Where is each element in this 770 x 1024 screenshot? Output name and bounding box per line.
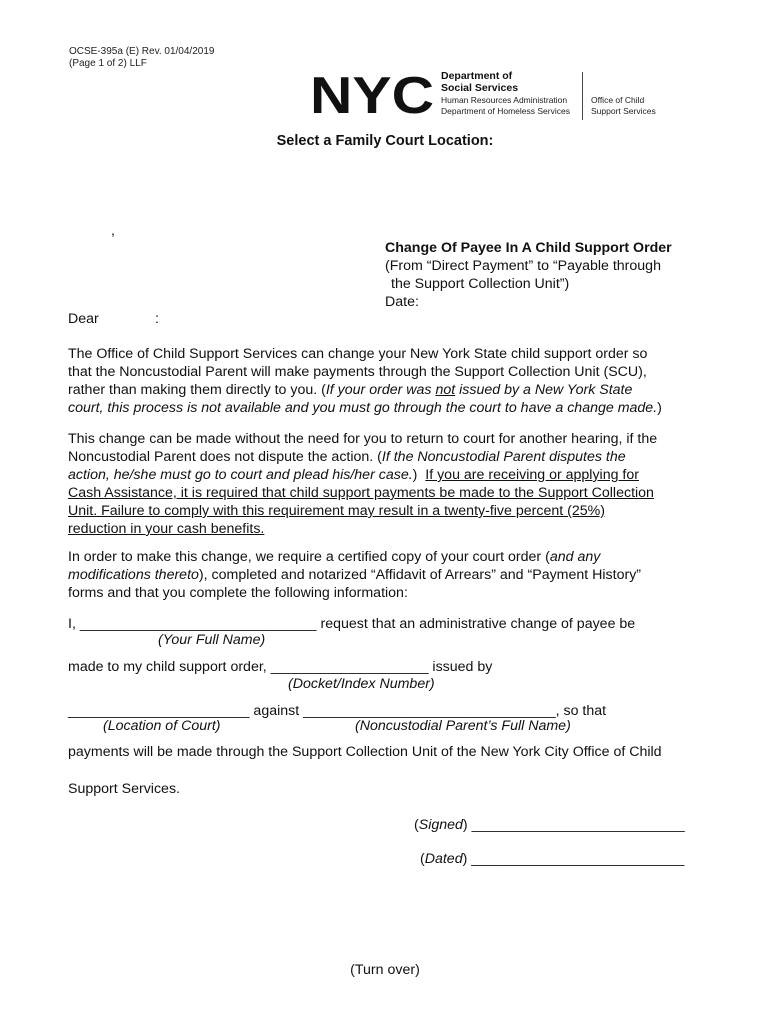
salutation-colon: :	[155, 311, 159, 327]
paragraph-2	[68, 430, 708, 538]
row1-prefix: I,	[68, 616, 80, 632]
court-location-field[interactable]: _______________________	[68, 703, 250, 719]
signed-paren: (	[414, 817, 419, 833]
subject-title: Change Of Payee In A Child Support Order	[385, 240, 672, 256]
p1-line: that the Noncustodial Parent will make payments through the Support Collection Unit (SCU),	[68, 364, 647, 380]
paragraph-3	[68, 548, 708, 602]
p1-text: rather than making them directly to you. (	[68, 382, 326, 398]
p1-line	[68, 381, 708, 399]
p3-text: In order to make this change, we require a certified copy of your court order (	[68, 549, 550, 565]
p2-italic: action, he/she must go to court and plead his/her case.	[68, 467, 413, 483]
ocss-name	[591, 95, 656, 117]
sub-line1: Human Resources Administration	[441, 95, 568, 105]
family-court-select[interactable]: Select a Family Court Location:	[276, 133, 494, 149]
docket-row	[68, 659, 492, 675]
p1-italic: issued by a New York State	[455, 382, 633, 398]
p1-italic: court, this process is not available and you must go through the court to have a change made.	[68, 400, 658, 416]
turn-over-note: (Turn over)	[350, 962, 420, 978]
paragraph-1	[68, 345, 708, 417]
signed-label: Signed	[418, 817, 463, 833]
office-line1: Office of Child	[591, 95, 645, 105]
p3-italic: and any	[549, 549, 601, 565]
dept-line1: Department of	[441, 70, 513, 82]
p1-italic: If your order was	[325, 382, 436, 398]
p3-line	[68, 548, 708, 566]
full-name-row	[68, 616, 635, 632]
dated-paren: (	[420, 851, 425, 867]
p2-italic: If the Noncustodial Parent disputes the	[381, 449, 626, 465]
p2-line: This change can be made without the need for you to return to court for another hearing, if the	[68, 431, 658, 447]
docket-caption: (Docket/Index Number)	[288, 676, 435, 692]
p3-line: forms and that you complete the following information:	[68, 585, 408, 601]
form-id-line2: (Page 1 of 2) LLF	[69, 58, 147, 69]
p3-text: ), completed and notarized “Affidavit of Arrears” and “Payment History”	[198, 567, 642, 583]
logo-divider	[582, 72, 583, 120]
dept-subunits	[441, 95, 570, 117]
payments-line: payments will be made through the Support Collection Unit of the New York City Office of Child	[68, 744, 662, 760]
dated-label: Dated	[424, 851, 463, 867]
row2-prefix: made to my child support order,	[68, 659, 271, 675]
dept-name	[441, 70, 518, 94]
docket-number-field[interactable]: ____________________	[270, 659, 429, 675]
salutation: Dear	[68, 311, 99, 327]
dept-line2: Social Services	[441, 82, 519, 94]
address-comma: ,	[111, 222, 115, 238]
noncustodial-caption: (Noncustodial Parent’s Full Name)	[355, 718, 571, 734]
nyc-logo	[310, 70, 436, 116]
p1-line: The Office of Child Support Services can change your New York State child support order so	[68, 346, 648, 362]
p2-line	[68, 466, 708, 484]
row3-suffix: , so that	[555, 703, 607, 719]
p3-line	[68, 566, 708, 584]
row1-suffix: request that an administrative change of payee be	[316, 616, 636, 632]
p2-line	[68, 520, 708, 538]
noncustodial-parent-field[interactable]: ________________________________	[303, 703, 556, 719]
nyc-logo-text: NYC	[310, 70, 434, 116]
p2-text: )	[412, 467, 426, 483]
subject-line2: (From “Direct Payment” to “Payable through	[385, 258, 661, 274]
office-line2: Support Services	[591, 106, 656, 116]
form-id-line1: OCSE-395a (E) Rev. 01/04/2019	[69, 46, 215, 57]
p2-line	[68, 448, 708, 466]
dated-paren: )	[462, 851, 472, 867]
date-label[interactable]: Date:	[385, 294, 419, 310]
p2-line	[68, 484, 708, 502]
p3-italic: modifications thereto	[68, 567, 199, 583]
signed-paren: )	[462, 817, 472, 833]
p1-text: )	[657, 400, 662, 416]
sub-line2: Department of Homeless Services	[441, 106, 570, 116]
p2-underline: Unit. Failure to comply with this requirement may result in a twenty-five percent (25%)	[68, 503, 605, 519]
court-location-caption: (Location of Court)	[103, 718, 221, 734]
signed-row	[414, 817, 685, 833]
full-name-field[interactable]: ______________________________	[79, 616, 317, 632]
nyc-dss-logo	[310, 70, 670, 120]
subject-block	[385, 239, 672, 311]
dated-row	[420, 851, 684, 867]
signature-field[interactable]: ___________________________	[471, 817, 685, 833]
p2-text: Noncustodial Parent does not dispute the action. (	[68, 449, 382, 465]
p2-underline: If you are receiving or applying for	[425, 467, 639, 483]
p2-underline: reduction in your cash benefits.	[68, 521, 265, 537]
row3-middle: against	[249, 703, 304, 719]
row2-suffix: issued by	[428, 659, 493, 675]
court-row	[68, 703, 606, 719]
form-id	[69, 46, 214, 70]
subject-line3: the Support Collection Unit”)	[391, 276, 570, 292]
payments-line-2: Support Services.	[68, 781, 180, 797]
p2-line	[68, 502, 708, 520]
p1-line	[68, 399, 708, 417]
full-name-caption: (Your Full Name)	[158, 632, 266, 648]
date-field[interactable]: ___________________________	[471, 851, 685, 867]
p1-italic-underline: not	[435, 382, 456, 398]
p2-underline: Cash Assistance, it is required that child support payments be made to the Support Collection	[68, 485, 654, 501]
